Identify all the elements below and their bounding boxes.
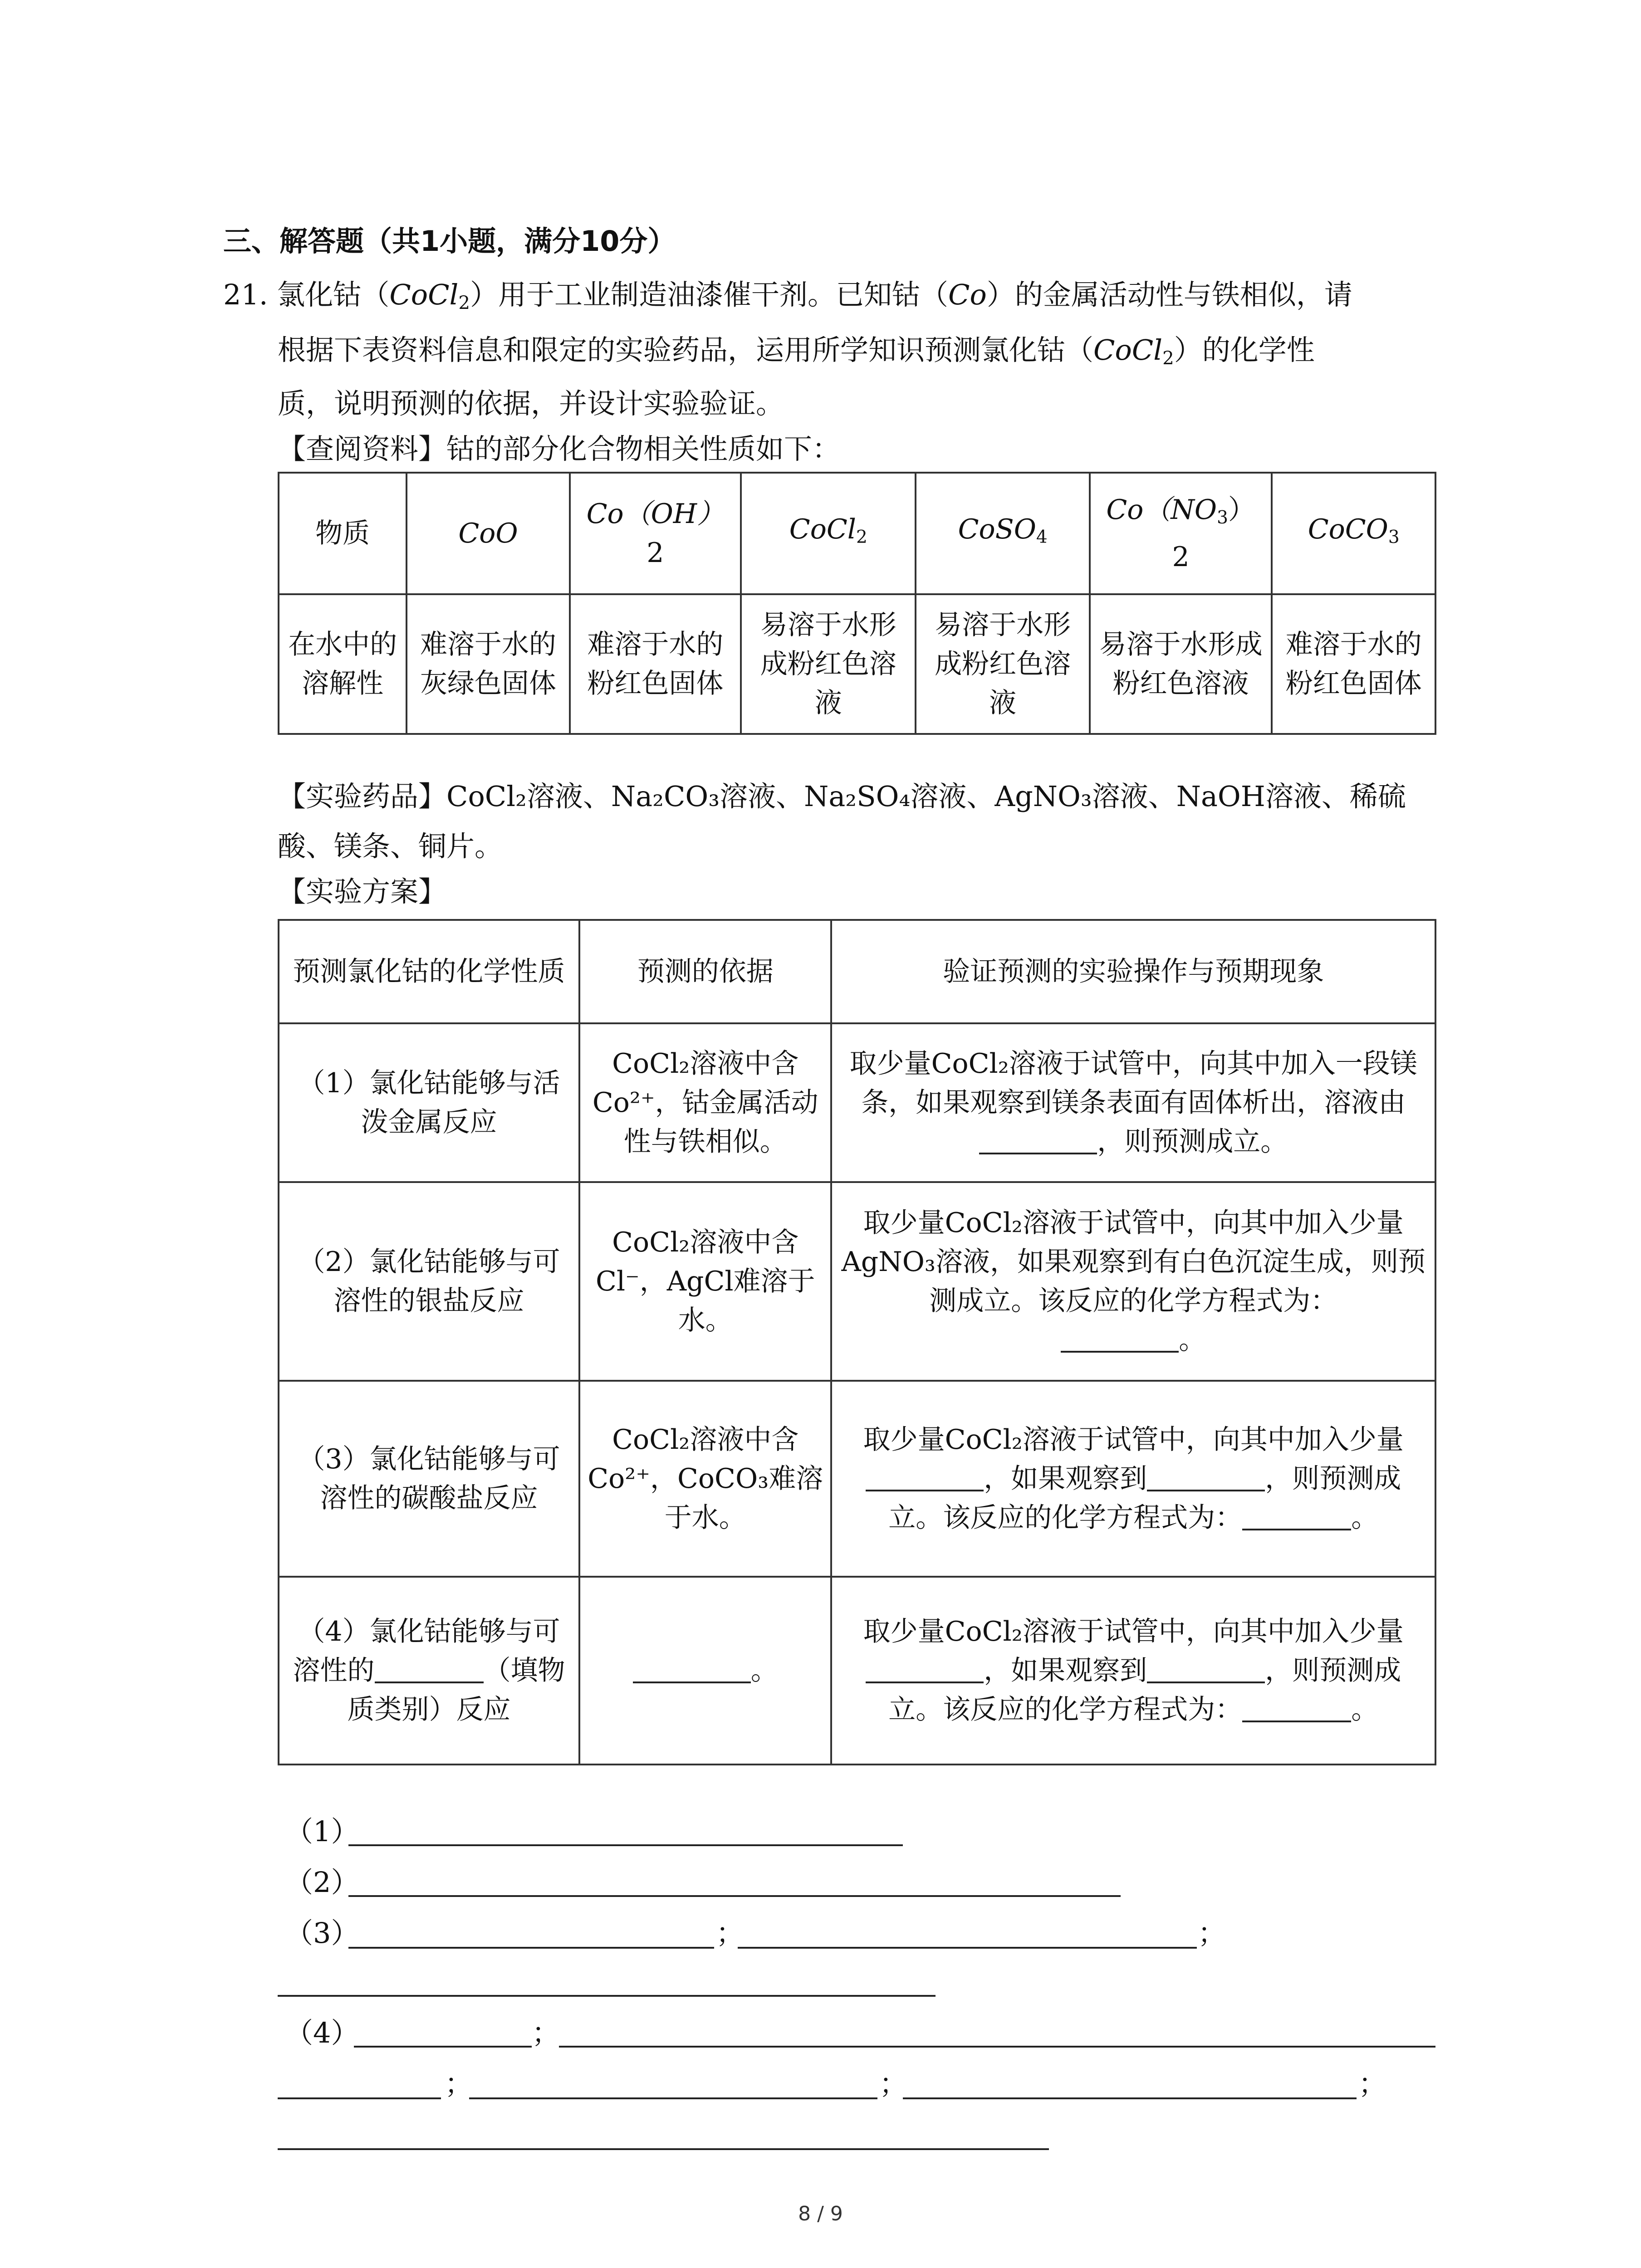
answer-blank[interactable] [1242,1503,1351,1530]
answer-line-3a[interactable] [348,1947,714,1949]
table-cell: 易溶于水形成粉红色溶液 [916,594,1089,734]
operation-cell: 取少量CoCl₂溶液于试管中，向其中加入少量，如果观察到 ，则预测成立。该反应的化学方程式为： 。 [831,1577,1435,1765]
answer-line-4d[interactable] [469,2097,877,2099]
answer-label-2: （2） [285,1866,359,1899]
answer-line-4e[interactable] [903,2097,1357,2099]
answer-blank[interactable] [866,1656,984,1683]
table-cell: 难溶于水的灰绿色固体 [407,594,569,734]
answer-separator: ； [716,1916,745,1950]
reference-label: 【查阅资料】钴的部分化合物相关性质如下： [278,432,841,465]
header-coso4: CoSO$_4$ [916,473,1089,594]
question-line-2: 根据下表资料信息和限定的实验药品，运用所学知识预测氯化钴（CoCl$_2$）的化学性 [278,333,1315,369]
answer-line-1[interactable] [348,1844,903,1846]
table-cell: 在水中的溶解性 [279,594,407,734]
answer-label-3: （3） [285,1916,359,1950]
answer-line-2[interactable] [348,1895,1121,1897]
question-line-1: 21. 氯化钴（CoCl$_2$）用于工业制造油漆催干剂。已知钴（Co）的金属活动性与铁相似，请 [223,278,1352,314]
basis-cell: CoCl₂溶液中含Co²⁺，钴金属活动性与铁相似。 [579,1023,831,1182]
reagents-line-2: 酸、镁条、铜片。 [278,830,503,863]
prediction-cell: （3）氯化钴能够与可溶性的碳酸盐反应 [279,1381,579,1577]
reagents-line-1: 【实验药品】CoCl₂溶液、Na₂CO₃溶液、Na₂SO₄溶液、AgNO₃溶液、NaOH溶液、稀硫 [278,780,1406,813]
basis-cell: 。 [579,1577,831,1765]
table-cell: 易溶于水形成粉红色溶液 [1090,594,1272,734]
plan-row-4 [279,1577,1435,1765]
answer-blank[interactable] [1242,1695,1351,1722]
table-cell: 难溶于水的粉红色固体 [570,594,741,734]
experiment-plan-table [278,919,1436,1765]
plan-header-row [279,920,1435,1023]
header-coo: CoO [407,473,569,594]
answer-blank[interactable] [979,1127,1097,1154]
header-cono32: $Co(NO_3)$ 2 [1090,473,1272,594]
answer-line-3c[interactable] [278,1995,936,1997]
section-title: 三、解答题（共1小题，满分10分） [223,225,676,258]
plan-label: 【实验方案】 [278,875,447,908]
answer-blank[interactable] [1147,1464,1265,1491]
header-cocl2: CoCl$_2$ [741,473,916,594]
plan-row-2 [279,1182,1435,1381]
answer-line-4a[interactable] [354,2046,532,2048]
answer-blank[interactable] [1061,1325,1179,1353]
page-number: 8 / 9 [798,2202,843,2225]
table-cell: 难溶于水的粉红色固体 [1272,594,1435,734]
answer-blank[interactable] [866,1464,984,1491]
answer-line-3b[interactable] [738,1947,1197,1949]
header-operation: 验证预测的实验操作与预期现象 [831,920,1435,1023]
operation-cell: 取少量CoCl₂溶液于试管中，向其中加入少量AgNO₃溶液，如果观察到有白色沉淀生成，则预测成立。该反应的化学方程式为： 。 [831,1182,1435,1381]
answer-label-4: （4） [285,2016,359,2049]
properties-table [278,472,1436,735]
plan-row-1 [279,1023,1435,1182]
properties-solubility-row [279,594,1435,734]
answer-separator: ； [445,2067,473,2100]
properties-header-row [279,473,1435,594]
question-line-3: 质，说明预测的依据，并设计实验验证。 [278,387,784,420]
basis-cell: CoCl₂溶液中含Co²⁺，CoCO₃难溶于水。 [579,1381,831,1577]
answer-line-4f[interactable] [278,2148,1049,2150]
header-substance: 物质 [279,473,407,594]
answer-separator: ； [879,2067,908,2100]
answer-separator: ； [532,2016,560,2049]
question-number: 21. [223,278,268,311]
header-coco3: CoCO$_3$ [1272,473,1435,594]
prediction-cell: （4）氯化钴能够与可溶性的 （填物质类别）反应 [279,1577,579,1765]
answer-separator: ； [1358,2067,1387,2100]
basis-cell: CoCl₂溶液中含Cl⁻，AgCl难溶于水。 [579,1182,831,1381]
answer-label-1: （1） [285,1815,359,1848]
prediction-cell: （1）氯化钴能够与活泼金属反应 [279,1023,579,1182]
header-basis: 预测的依据 [579,920,831,1023]
prediction-cell: （2）氯化钴能够与可溶性的银盐反应 [279,1182,579,1381]
answer-blank[interactable] [375,1656,484,1683]
answer-blank[interactable] [633,1656,751,1683]
answer-separator: ； [1198,1916,1226,1950]
header-prediction: 预测氯化钴的化学性质 [279,920,579,1023]
plan-row-3 [279,1381,1435,1577]
operation-cell: 取少量CoCl₂溶液于试管中，向其中加入少量，如果观察到 ，则预测成立。该反应的化学方程式为： 。 [831,1381,1435,1577]
operation-cell: 取少量CoCl₂溶液于试管中，向其中加入一段镁条，如果观察到镁条表面有固体析出，溶液由，则预测成立。 [831,1023,1435,1182]
answer-line-4b[interactable] [559,2046,1435,2048]
header-cooh2: Co（OH） 2 [570,473,741,594]
table-cell: 易溶于水形成粉红色溶液 [741,594,916,734]
answer-line-4c[interactable] [278,2097,441,2099]
answer-blank[interactable] [1147,1656,1265,1683]
